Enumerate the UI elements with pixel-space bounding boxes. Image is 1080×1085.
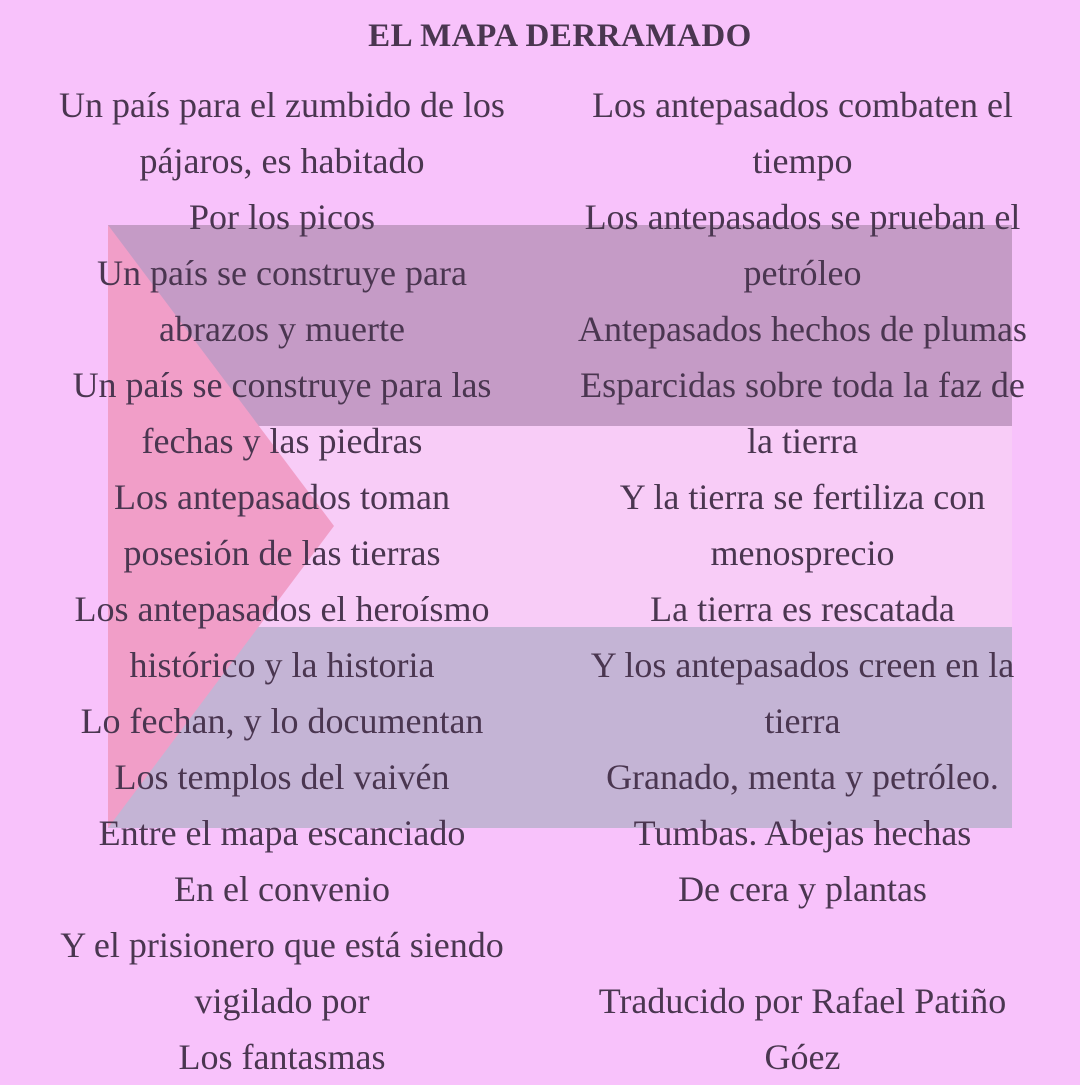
poem-line: fechas y las piedras: [141, 421, 423, 461]
poem-line: Entre el mapa escanciado: [98, 813, 466, 853]
translator-credit: Traducido por Rafael Patiño: [598, 981, 1007, 1021]
poem-title: EL MAPA DERRAMADO: [368, 18, 752, 54]
poem-line: tierra: [764, 701, 841, 741]
translator-credit: Góez: [764, 1037, 841, 1077]
poem-right-column: [540, 77, 1065, 1085]
poem-line: histórico y la historia: [129, 645, 435, 685]
poem-line: Esparcidas sobre toda la faz de: [580, 365, 1025, 405]
poem-line: Un país se construye para las: [72, 365, 492, 405]
poem-line: Granado, menta y petróleo.: [606, 757, 999, 797]
poem-line: En el convenio: [174, 869, 390, 909]
poem-line: Los antepasados se prueban el: [584, 197, 1021, 237]
poem-line: posesión de las tierras: [123, 533, 441, 573]
poem-line: Tumbas. Abejas hechas: [633, 813, 972, 853]
poem-line: Lo fechan, y lo documentan: [80, 701, 484, 741]
poem-line: tiempo: [752, 141, 853, 181]
poem-line: Los fantasmas: [178, 1037, 386, 1077]
poem-line: petróleo: [743, 253, 862, 293]
poem-line: Y los antepasados creen en la: [590, 645, 1015, 685]
poem-line: Un país para el zumbido de los: [59, 85, 505, 125]
poem-line: la tierra: [747, 421, 858, 461]
poem-line: Los antepasados toman: [114, 477, 450, 517]
poem-line: Los templos del vaivén: [114, 757, 450, 797]
poem-line: Los antepasados combaten el: [592, 85, 1013, 125]
poem-blank-line: [540, 917, 1065, 973]
poem-line: menosprecio: [710, 533, 895, 573]
poem-line: Y el prisionero que está siendo: [60, 925, 504, 965]
poem-line: De cera y plantas: [678, 869, 927, 909]
poem-line: Antepasados hechos de plumas: [578, 309, 1027, 349]
poem-line: Un país se construye para: [97, 253, 467, 293]
poem-line: La tierra es rescatada: [650, 589, 955, 629]
poem-line: Y la tierra se fertiliza con: [619, 477, 986, 517]
poem-left-column: [22, 77, 542, 1085]
poem-line: Los antepasados el heroísmo: [74, 589, 490, 629]
poem-line: pájaros, es habitado: [139, 141, 425, 181]
poem-line: vigilado por: [194, 981, 370, 1021]
poem-line: Por los picos: [188, 197, 375, 237]
poem-line: abrazos y muerte: [159, 309, 405, 349]
